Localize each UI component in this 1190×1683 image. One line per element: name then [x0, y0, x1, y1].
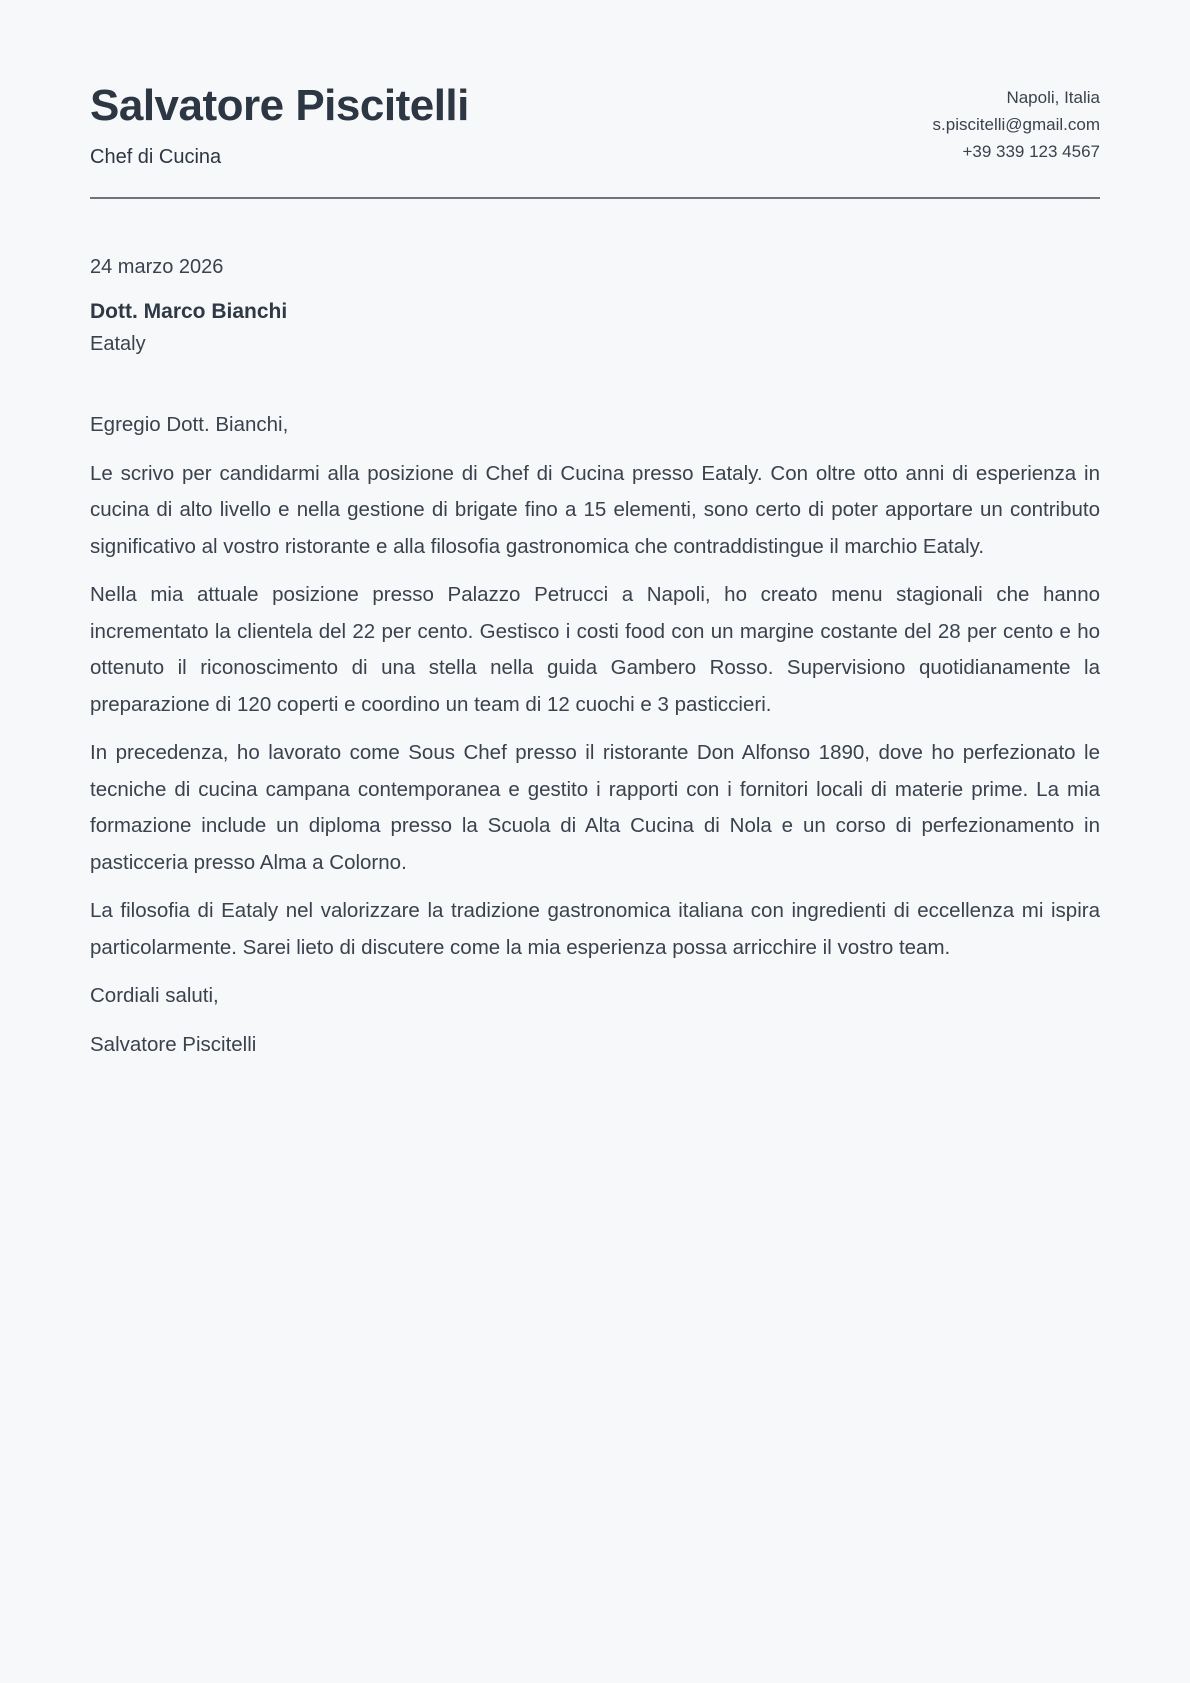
- contact-phone: +39 339 123 4567: [962, 142, 1100, 161]
- body-paragraph-2: Nella mia attuale posizione presso Palazzo Petrucci a Napoli, ho creato menu stagionali che hanno incrementato la clientela del 22 per cento. Gestisco i costi food con un margine costante del 28 per cento e ho ottenuto il riconoscimento di una stella nella guida Gambero Rosso. Supervisiono quotidianamente la preparazione di 120 coperti e coordino un team di 12 cuochi e 3 pasticcieri.: [90, 583, 1100, 716]
- body-paragraph-3: In precedenza, ho lavorato come Sous Chef presso il ristorante Don Alfonso 1890, dove ho perfezionato le tecniche di cucina campana contemporanea e gestito i rapporti con i fornitori locali di materie prime. La mia formazione include un diploma presso la Scuola di Alta Cucina di Nola e un corso di perfezionamento in pasticceria presso Alma a Colorno.: [90, 741, 1100, 874]
- candidate-identity: [90, 82, 469, 169]
- letter-header: [90, 82, 1100, 169]
- body-paragraph-4: La filosofia di Eataly nel valorizzare la tradizione gastronomica italiana con ingredienti di eccellenza mi ispira particolarmente. Sarei lieto di discutere come la mia esperienza possa arricchire il vostro team.: [90, 899, 1100, 959]
- body-paragraph-1: Le scrivo per candidarmi alla posizione di Chef di Cucina presso Eataly. Con oltre otto anni di esperienza in cucina di alto livello e nella gestione di brigate fino a 15 elementi, sono certo di poter apportare un contributo significativo al vostro ristorante e alla filosofia gastronomica che contraddistingue il marchio Eataly.: [90, 461, 1100, 558]
- signature: Salvatore Piscitelli: [90, 1032, 257, 1056]
- header-divider: [90, 197, 1100, 199]
- letter-body: [90, 407, 1100, 1063]
- contact-email: s.piscitelli@gmail.com: [932, 115, 1100, 134]
- salutation: Egregio Dott. Bianchi,: [90, 413, 289, 437]
- recipient-company: Eataly: [90, 333, 146, 356]
- closing: Cordiali saluti,: [90, 984, 219, 1008]
- job-title: Chef di Cucina: [90, 146, 222, 169]
- letter-date: 24 marzo 2026: [90, 256, 224, 279]
- candidate-name: Salvatore Piscitelli: [90, 81, 469, 130]
- contact-info: [933, 82, 1100, 165]
- recipient-name: Dott. Marco Bianchi: [90, 300, 288, 324]
- contact-location: Napoli, Italia: [1006, 88, 1100, 107]
